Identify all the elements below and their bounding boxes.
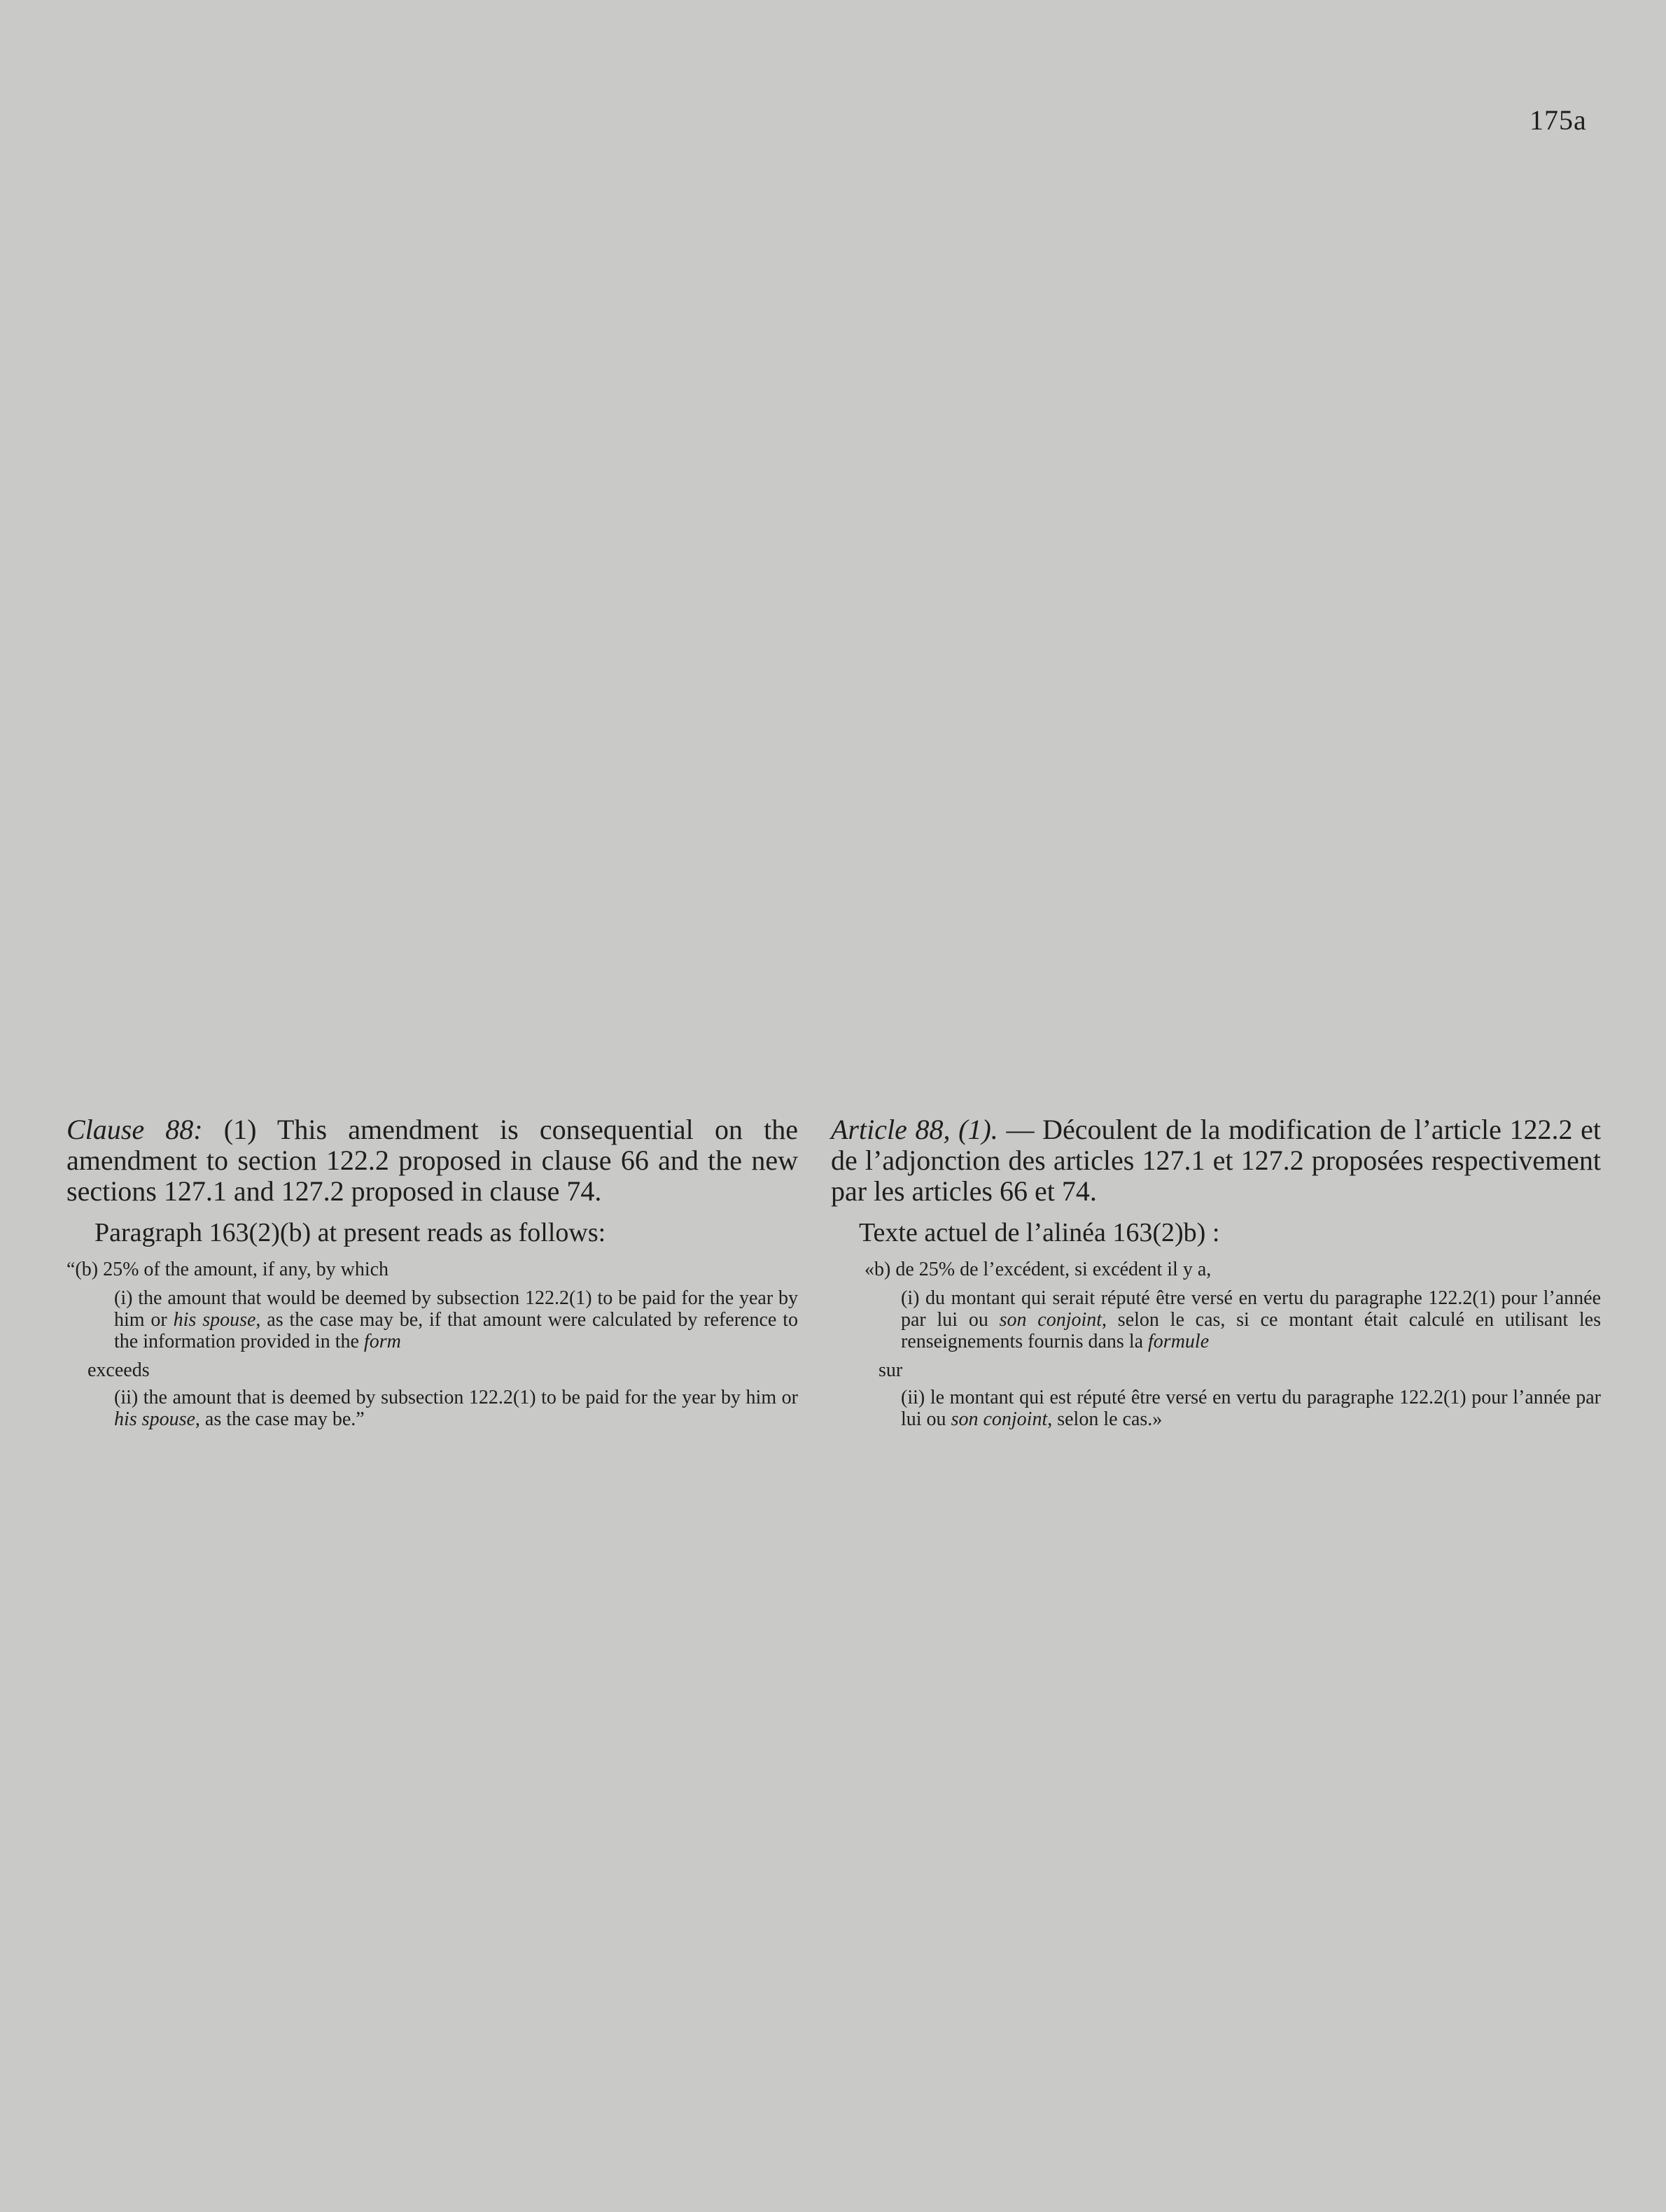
- french-sub-i-text-mid: , selon le cas, si ce montant était calculé en utilisant les renseignements fournis dans la: [901, 1309, 1602, 1352]
- english-connector: exceeds: [88, 1359, 150, 1381]
- french-sub-i-italic-conjoint: son conjoint: [999, 1309, 1102, 1331]
- french-note-column: [831, 1114, 1601, 1437]
- english-intro-text: (1) This amendment is consequential on the amendment to section 122.2 proposed in clause 66 and the new sections 127.1 and 127.2 proposed in clause 74.: [66, 1114, 798, 1207]
- french-sub-ii-italic-conjoint: son conjoint: [951, 1408, 1048, 1430]
- french-quote-head: «b) de 25% de l’excédent, si excédent il y a,: [864, 1259, 1212, 1280]
- english-sub-i-text-start: (i) the amount that would be deemed by subsection 122.2(1) to be paid for the year by him or: [114, 1287, 798, 1331]
- article-label: Article 88, (1).: [831, 1114, 998, 1145]
- french-subparagraph-ii: [901, 1387, 1601, 1430]
- english-explanatory-note: [66, 1114, 798, 1207]
- english-note-column: [66, 1114, 798, 1437]
- english-sub-i-italic-form: form: [363, 1331, 401, 1352]
- french-intro-text: — Découlent de la modification de l’article 122.2 et de l’adjonction des articles 127.1 et 127.2 proposées respectivement par les articles 66 et 74.: [831, 1114, 1601, 1207]
- clause-label: Clause 88:: [66, 1114, 203, 1145]
- english-subparagraph-i: [114, 1287, 798, 1352]
- english-sub-ii-text-end: , as the case may be.”: [195, 1408, 365, 1430]
- french-connector: sur: [878, 1359, 903, 1381]
- french-sub-i-italic-formule: formule: [1148, 1331, 1210, 1352]
- english-current-text-heading: Paragraph 163(2)(b) at present reads as follows:: [94, 1218, 606, 1247]
- french-current-text-heading: Texte actuel de l’alinéa 163(2)b) :: [859, 1218, 1220, 1247]
- french-sub-ii-text-start: (ii) le montant qui est réputé être versé en vertu du paragraphe 122.2(1) pour l’année par lui ou: [901, 1387, 1601, 1430]
- english-quoted-paragraph: [66, 1259, 798, 1430]
- english-subparagraph-ii: [114, 1387, 798, 1430]
- french-sub-i-text-start: (i) du montant qui serait réputé être versé en vertu du paragraphe 122.2(1) pour l’année par lui ou: [901, 1287, 1601, 1331]
- page-number: 175a: [1530, 104, 1587, 136]
- english-sub-i-italic-spouse: his spouse: [173, 1309, 256, 1331]
- french-explanatory-note: [831, 1114, 1601, 1207]
- english-quote-head: “(b) 25% of the amount, if any, by which: [66, 1259, 389, 1280]
- english-sub-ii-italic-spouse: his spouse: [114, 1408, 195, 1430]
- english-sub-ii-text-start: (ii) the amount that is deemed by subsection 122.2(1) to be paid for the year by him or: [114, 1387, 798, 1408]
- french-subparagraph-i: [901, 1287, 1601, 1352]
- french-sub-ii-text-end: , selon le cas.»: [1047, 1408, 1163, 1430]
- french-quoted-paragraph: [831, 1259, 1601, 1430]
- english-sub-i-text-mid: , as the case may be, if that amount were calculated by reference to the information provided in the: [114, 1309, 798, 1352]
